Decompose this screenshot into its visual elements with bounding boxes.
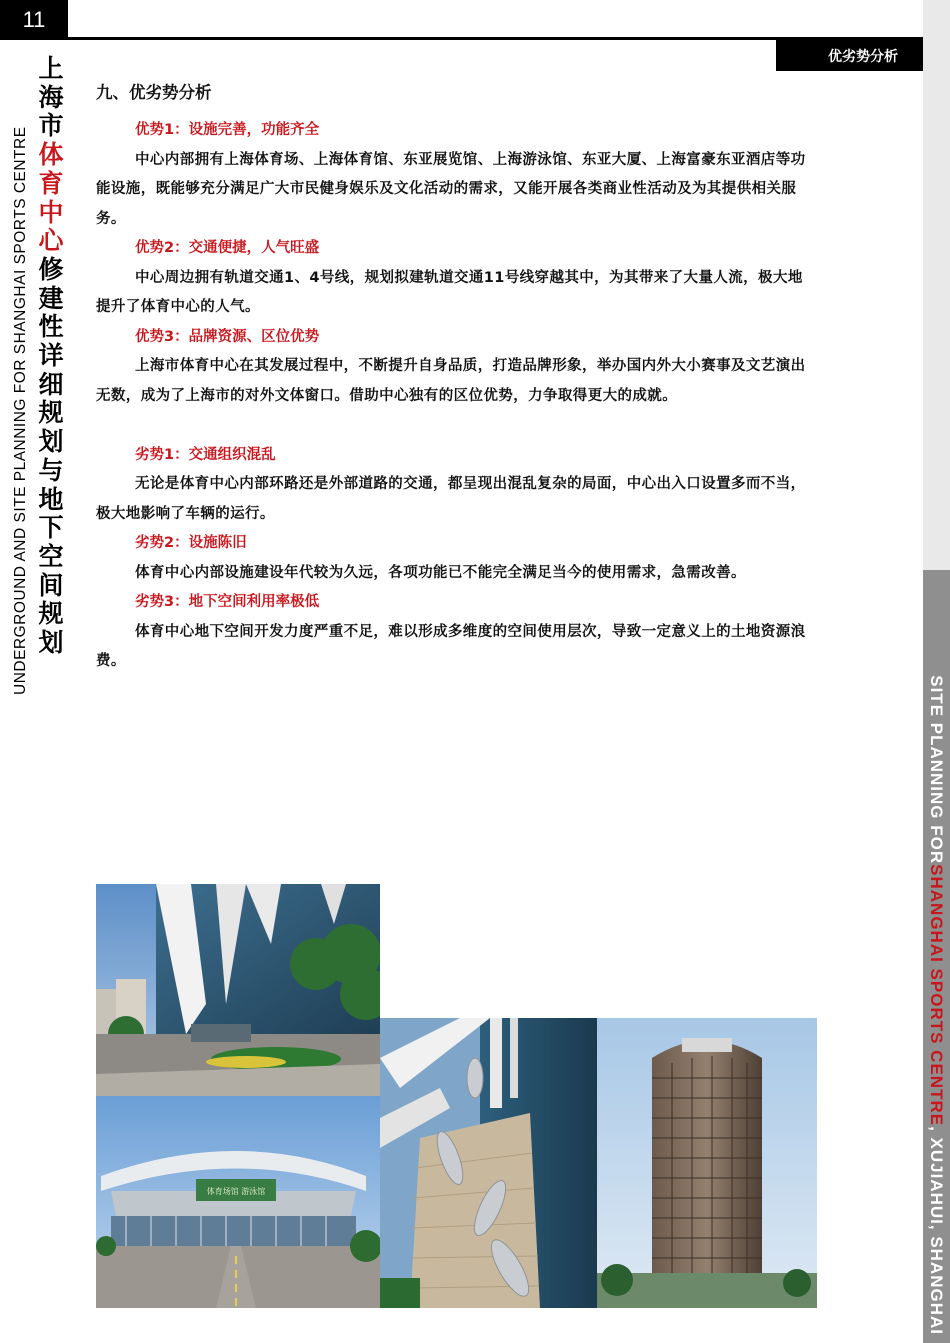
disadvantage-1-title: 劣势1：交通组织混乱 [135, 446, 276, 463]
cn-title-3 [38, 256, 63, 658]
advantage-1-body: 中心内部拥有上海体育场、上海体育馆、东亚展览馆、上海游泳馆、东亚大厦、上海富豪东亚酒店等功能设施，既能够充分满足广大市民健身娱乐及文化活动的需求，又能开展各类商业性活动及为其提供相关服务。 [96, 151, 806, 227]
disadvantage-1-body: 无论是体育中心内部环路还是外部道路的交通，都呈现出混乱复杂的局面，中心出入口设置多而不当，极大地影响了车辆的运行。 [96, 476, 806, 522]
advantage-3-body: 上海市体育中心在其发展过程中，不断提升自身品质，打造品牌形象，举办国内外大小赛事及文艺演出无数，成为了上海市的对外文体窗口。借助中心独有的区位优势，力争取得更大的成就。 [96, 358, 806, 404]
disadvantage-3-title: 劣势3：地下空间利用率极低 [135, 594, 320, 610]
advantage-1-title: 优势1：设施完善，功能齐全 [135, 122, 320, 138]
cn-title-char: 中 [38, 197, 64, 227]
advantage-2-body: 中心周边拥有轨道交通1、4号线，规划拟建轨道交通11号线穿越其中，为其带来了大量人流，极大地提升了体育中心的人气。 [96, 269, 803, 315]
advantage-3-title: 优势3：品牌资源、区位优势 [135, 328, 320, 345]
right-title-part2: SHANGHAI SPORTS CENTRE [927, 864, 947, 1127]
cn-title-char: 与 [38, 455, 64, 485]
cn-title-char: 育 [38, 168, 64, 198]
photo-sculpture [380, 1018, 597, 1308]
disadvantage-2-title: 劣势2：设施陈旧 [135, 535, 247, 551]
disadvantage-2-body: 体育中心内部设施建设年代较为久远，各项功能已不能完全满足当今的使用需求，急需改善。 [135, 564, 746, 581]
page-number: 11 [0, 0, 68, 40]
cn-title-char: 下 [38, 513, 64, 543]
section-spacer [96, 411, 816, 441]
right-title-part3: , XUJIAHUI, SHANGHAI [927, 1126, 947, 1335]
stadium-sign-text: 体育场馆 游泳馆 [206, 1187, 266, 1196]
main-content [96, 80, 816, 677]
right-vertical-title [923, 570, 950, 1343]
cn-title-2 [38, 141, 63, 256]
cn-title-char: 规 [38, 599, 64, 629]
cn-title-char: 海 [38, 82, 64, 112]
cn-title-char: 市 [38, 111, 64, 141]
page-title: 九、优劣势分析 [96, 83, 212, 102]
left-english-title [10, 55, 32, 695]
cn-title-1 [38, 55, 63, 141]
cn-title-char: 划 [38, 628, 64, 658]
cn-title-char: 空 [38, 541, 64, 571]
cn-title-char: 上 [38, 54, 64, 83]
cn-title-char: 间 [38, 570, 64, 600]
cn-title-char: 详 [38, 341, 64, 371]
left-chinese-title [36, 55, 66, 658]
right-title-part1: SITE PLANNING FOR [927, 675, 947, 865]
advantage-2-title: 优势2：交通便捷，人气旺盛 [135, 240, 320, 256]
cn-title-char: 建 [38, 283, 64, 313]
cn-title-char: 地 [38, 484, 64, 514]
cn-title-char: 心 [38, 226, 64, 256]
cn-title-char: 划 [38, 427, 64, 457]
cn-title-char: 细 [38, 369, 64, 399]
photo-stadium-exterior [96, 884, 380, 1096]
cn-title-char: 修 [38, 254, 64, 284]
cn-title-char: 体 [38, 140, 64, 170]
photo-gymnasium [96, 1096, 380, 1308]
disadvantage-3-body: 体育中心地下空间开发力度严重不足，难以形成多维度的空间使用层次，导致一定意义上的土地资源浪费。 [96, 623, 806, 669]
photo-hotel-tower [597, 1018, 817, 1308]
cn-title-char: 性 [38, 312, 64, 342]
english-title-text: UNDERGROUND AND SITE PLANNING FOR SHANGHAI SPORTS CENTRE [12, 126, 29, 695]
cn-title-char: 规 [38, 398, 64, 428]
section-tab: 优劣势分析 [776, 40, 950, 71]
